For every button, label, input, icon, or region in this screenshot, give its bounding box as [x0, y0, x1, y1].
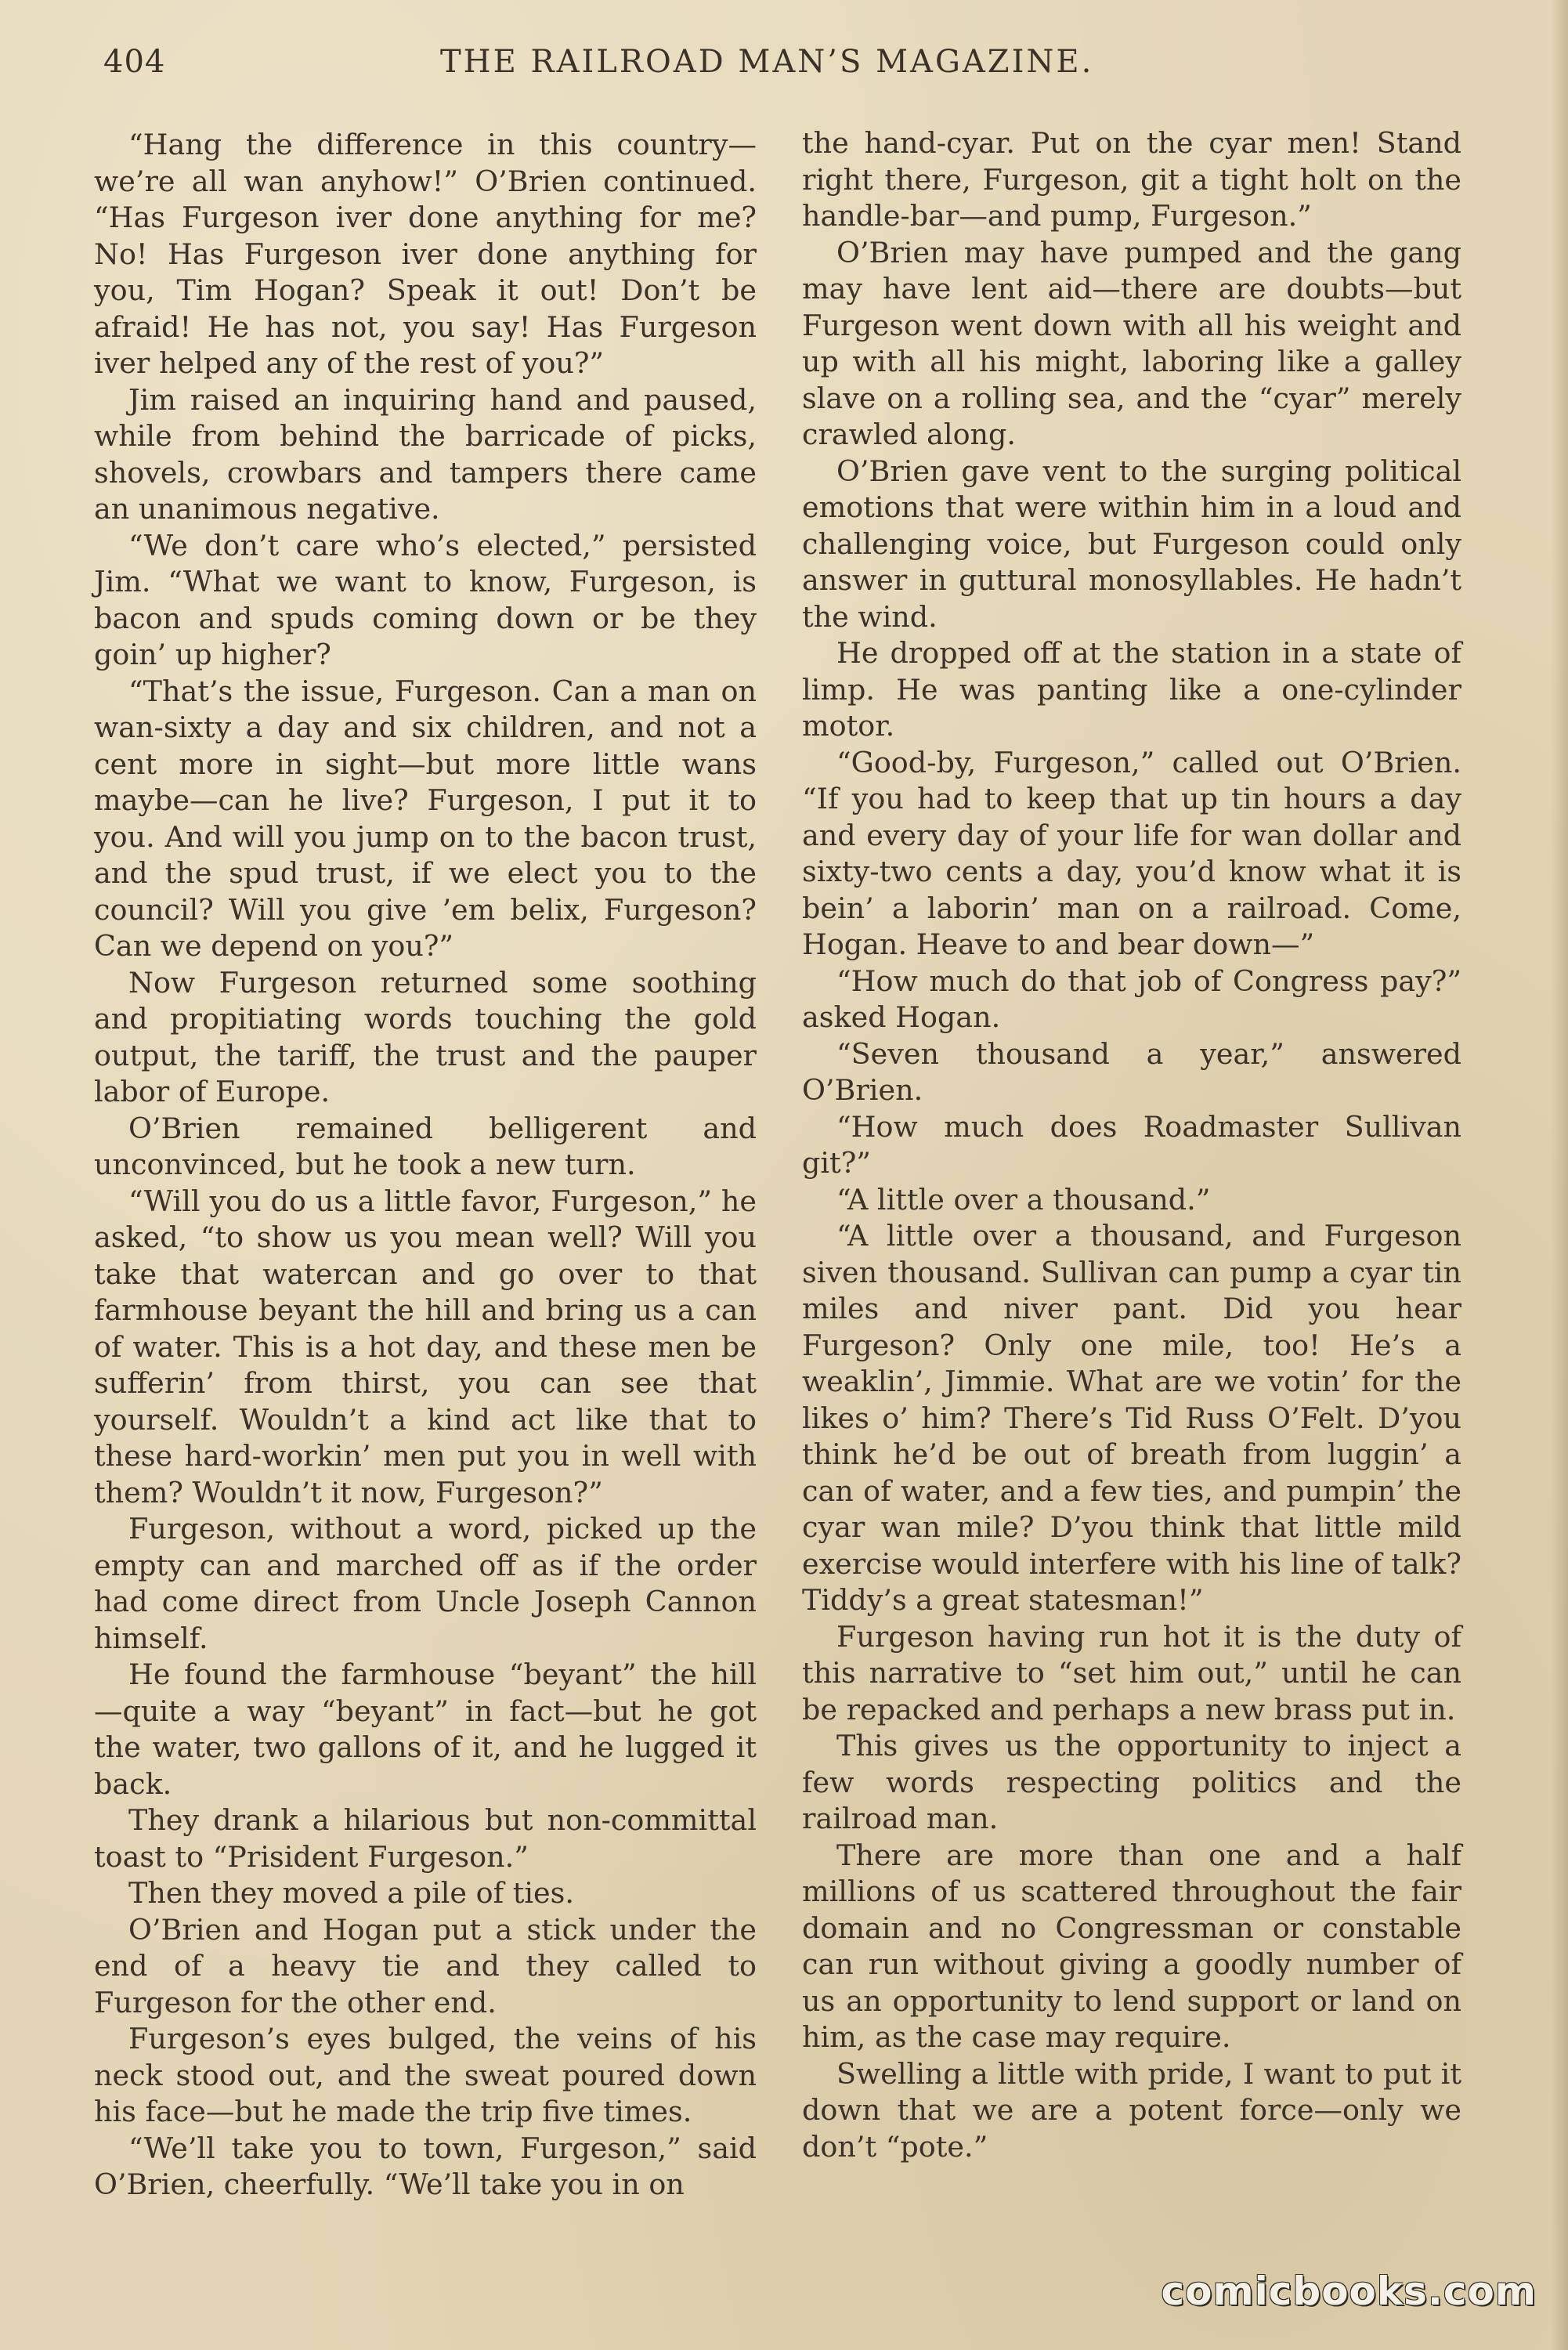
- left-column: [94, 127, 757, 2204]
- paragraph: “That’s the issue, Furgeson. Can a man on wan-sixty a day and six children, and not a cent more in sight—but more little wans maybe—can he live? Furgeson, I put it to you. And will you jump on to the bacon trust, and the spud trust, if we elect you to the council? Will you give ’em belix, Furgeson? Can we depend on you?”: [94, 674, 757, 963]
- page-edge-shadow: [1551, 0, 1568, 2350]
- paragraph: Swelling a little with pride, I want to put it down that we are a potent force—only we don’t “pote.”: [802, 2056, 1461, 2164]
- watermark-logo: comicbooks.com: [1161, 2269, 1537, 2314]
- paragraph: “We don’t care who’s elected,” persisted Jim. “What we want to know, Furgeson, is bacon and spuds coming down or be they goin’ up higher?: [94, 528, 757, 671]
- paragraph: Now Furgeson returned some soothing and propitiating words touching the gold output, the tariff, the trust and the pauper labor of Europe.: [94, 965, 757, 1108]
- paragraph: “Good-by, Furgeson,” called out O’Brien. “If you had to keep that up tin hours a day and every day of your life for wan dollar and sixty-two cents a day, you’d know what it is bein’ a laborin’ man on a railroad. Come, Hogan. Heave to and bear down—”: [802, 745, 1461, 961]
- paragraph: There are more than one and a half millions of us scattered throughout the fair domain and no Congressman or constable can run without giving a goodly number of us an opportunity to lend support or land on him, as the case may require.: [802, 1838, 1461, 2054]
- magazine-title: THE RAILROAD MAN’S MAGAZINE.: [440, 44, 1094, 80]
- paragraph: “A little over a thousand.”: [836, 1182, 1211, 1217]
- paragraph: Jim raised an inquiring hand and paused, while from behind the barricade of picks, shovels, crowbars and tampers there came an unanimous negative.: [94, 382, 757, 526]
- paragraph: “How much do that job of Congress pay?” asked Hogan.: [802, 964, 1461, 1034]
- page-header: [103, 44, 1451, 91]
- paragraph: “Will you do us a little favor, Furgeson,” he asked, “to show us you mean well? Will you take that watercan and go over to that farmhouse beyant the hill and bring us a can of water. This is a hot day, and these men be sufferin’ from thirst, you can see that yourself. Wouldn’t a kind act like that to these hard-workin’ men put you in well with them? Wouldn’t it now, Furgeson?”: [94, 1184, 757, 1509]
- paragraph: This gives us the opportunity to inject a few words respecting politics and the railroad man.: [802, 1729, 1461, 1835]
- paragraph: “Hang the difference in this country—we’re all wan anyhow!” O’Brien continued. “Has Furgeson iver done anything for me? No! Has Furgeson iver done anything for you, Tim Hogan? Speak it out! Don’t be afraid! He has not, you say! Has Furgeson iver helped any of the rest of you?”: [94, 128, 757, 380]
- paragraph: O’Brien and Hogan put a stick under the end of a heavy tie and they called to Furgeson for the other end.: [94, 1912, 757, 2019]
- continued-paragraph: the hand-cyar. Put on the cyar men! Stand right there, Furgeson, git a tight holt on the handle-bar—and pump, Furgeson.”: [802, 126, 1461, 233]
- right-column: [802, 125, 1461, 2165]
- paragraph: Then they moved a pile of ties.: [128, 1876, 574, 1910]
- paragraph: “We’ll take you to town, Furgeson,” said O’Brien, cheerfully. “We’ll take you in on: [94, 2131, 757, 2201]
- page-number: 404: [103, 44, 166, 80]
- paragraph: They drank a hilarious but non-committal toast to “Prisident Furgeson.”: [94, 1803, 757, 1874]
- paragraph: “How much does Roadmaster Sullivan git?”: [802, 1109, 1461, 1180]
- paragraph: “Seven thousand a year,” answered O’Brien.: [802, 1036, 1461, 1107]
- paragraph: O’Brien may have pumped and the gang may have lent aid—there are doubts—but Furgeson went down with all his weight and up with all his might, laboring like a galley slave on a rolling sea, and the “cyar” merely crawled along.: [802, 235, 1461, 451]
- paragraph: He found the farmhouse “beyant” the hill—quite a way “beyant” in fact—but he got the water, two gallons of it, and he lugged it back.: [94, 1658, 757, 1801]
- paragraph: He dropped off at the station in a state of limp. He was panting like a one-cylinder motor.: [802, 636, 1461, 743]
- paragraph: Furgeson having run hot it is the duty of this narrative to “set him out,” until he can be repacked and perhaps a new brass put in.: [802, 1619, 1461, 1726]
- paragraph: “A little over a thousand, and Furgeson siven thousand. Sullivan can pump a cyar tin miles and niver pant. Did you hear Furgeson? Only one mile, too! He’s a weaklin’, Jimmie. What are we votin’ for the likes o’ him? There’s Tid Russ O’Felt. D’you think he’d be out of breath from luggin’ a can of water, and a few ties, and pumpin’ the cyar wan mile? D’you think that little mild exercise would interfere with his line of talk? Tiddy’s a great statesman!”: [802, 1219, 1461, 1617]
- paragraph: Furgeson, without a word, picked up the empty can and marched off as if the order had come direct from Uncle Joseph Cannon himself.: [94, 1512, 757, 1655]
- paragraph: O’Brien gave vent to the surging political emotions that were within him in a loud and challenging voice, but Furgeson could only answer in guttural monosyllables. He hadn’t the wind.: [802, 454, 1461, 634]
- paragraph: O’Brien remained belligerent and unconvinced, but he took a new turn.: [94, 1111, 757, 1181]
- paragraph: Furgeson’s eyes bulged, the veins of his neck stood out, and the sweat poured down his face—but he made the trip five times.: [94, 2022, 757, 2128]
